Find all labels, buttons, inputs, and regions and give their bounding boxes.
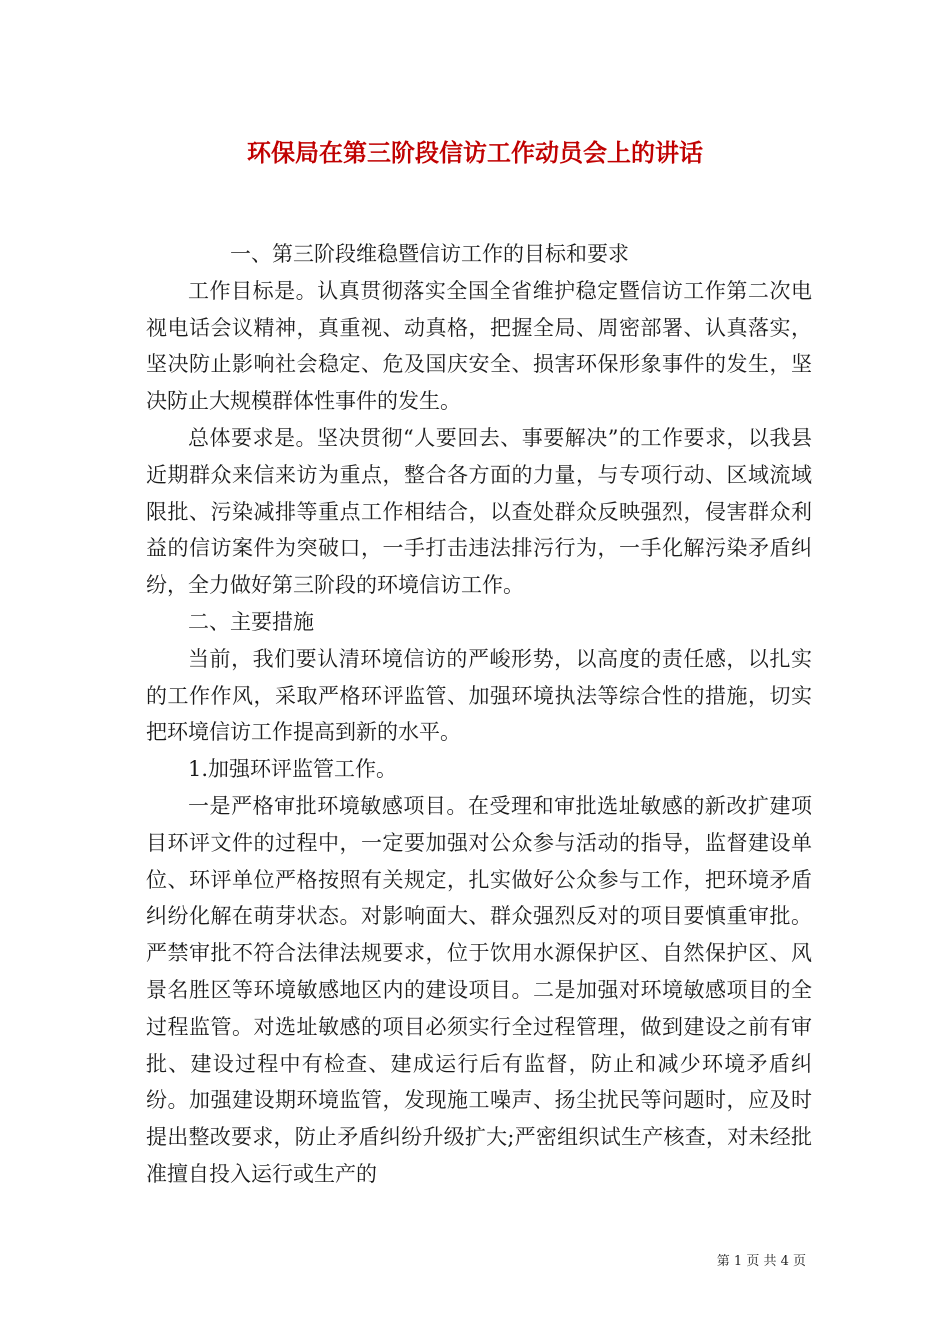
page-number-footer: 第 1 页 共 4 页 [716, 1254, 806, 1269]
paragraph-work-goal: 工作目标是。认真贯彻落实全国全省维护稳定暨信访工作第二次电视电话会议精神，真重视、动真格，把握全局、周密部署、认真落实，坚决防止影响社会稳定、危及国庆安全、损害环保形象事件的发生，坚决防止大规模群体性事件的发生。 [146, 278, 812, 414]
subheading-1: 1.加强环评监管工作。 [188, 757, 398, 782]
document-title: 环保局在第三阶段信访工作动员会上的讲话 [247, 138, 703, 167]
document-body [146, 236, 812, 1193]
section-heading-1: 一、第三阶段维稳暨信访工作的目标和要求 [230, 242, 629, 266]
paragraph-measures-intro: 当前，我们要认清环境信访的严峻形势，以高度的责任感，以扎实的工作作风，采取严格环评监管、加强环境执法等综合性的措施，切实把环境信访工作提高到新的水平。 [146, 646, 812, 745]
paragraph-eia-supervision: 一是严格审批环境敏感项目。在受理和审批选址敏感的新改扩建项目环评文件的过程中，一定要加强对公众参与活动的指导，监督建设单位、环评单位严格按照有关规定，扎实做好公众参与工作，把环境矛盾纠纷化解在萌芽状态。对影响面大、群众强烈反对的项目要慎重审批。严禁审批不符合法律法规要求，位于饮用水源保护区、自然保护区、风景名胜区等环境敏感地区内的建设项目。二是加强对环境敏感项目的全过程监管。对选址敏感的项目必须实行全过程管理，做到建设之前有审批、建设过程中有检查、建成运行后有监督，防止和减少环境矛盾纠纷。加强建设期环境监管，发现施工噪声、扬尘扰民等问题时，应及时提出整改要求，防止矛盾纠纷升级扩大;严密组织试生产核查，对未经批准擅自投入运行或生产的 [146, 793, 812, 1186]
paragraph-general-requirement: 总体要求是。坚决贯彻“人要回去、事要解决”的工作要求，以我县近期群众来信来访为重点，整合各方面的力量，与专项行动、区域流域限批、污染减排等重点工作相结合，以查处群众反映强烈，侵害群众利益的信访案件为突破口，一手打击违法排污行为，一手化解污染矛盾纠纷，全力做好第三阶段的环境信访工作。 [146, 425, 812, 598]
section-heading-2: 二、主要措施 [188, 609, 314, 634]
